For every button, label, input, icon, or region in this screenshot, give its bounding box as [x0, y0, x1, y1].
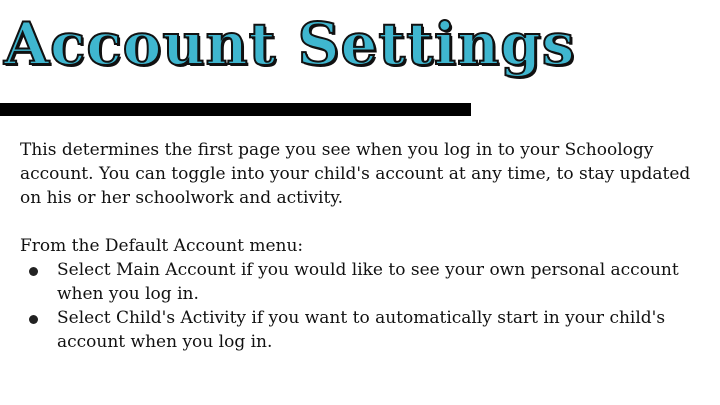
bullet-list: [20, 258, 710, 354]
page-title: Account Settings: [4, 10, 576, 78]
list-item-text: Select Child's Activity if you want to automatically start in your child's account when you log in.: [57, 308, 666, 352]
list-item: [20, 306, 710, 354]
list-item-text: Select Main Account if you would like to see your own personal account when you log in.: [57, 260, 679, 304]
paragraph-spacer: [20, 210, 710, 234]
menu-heading: From the Default Account menu:: [20, 236, 304, 256]
slide-body: [20, 138, 710, 354]
intro-paragraph: This determines the first page you see when you log in to your Schoology account. You can toggle into your child's account at any time, to stay updated on his or her schoolwork and activity.: [20, 140, 691, 208]
bullet-icon: [29, 267, 38, 276]
bullet-icon: [29, 315, 38, 324]
title-underline-bar: [0, 103, 471, 116]
list-item: [20, 258, 710, 306]
